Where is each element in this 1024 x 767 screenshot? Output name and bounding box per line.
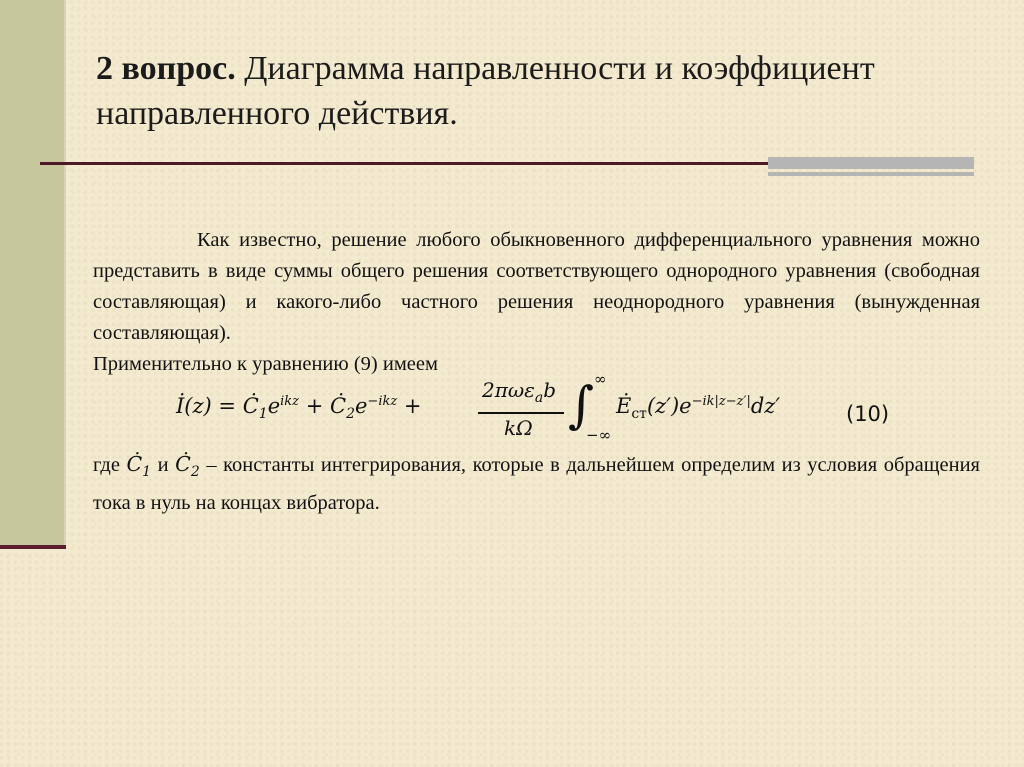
equation-plus2: + [397, 394, 422, 418]
constant-c2-sub: 2 [190, 464, 200, 481]
paragraph-constants-text: – константы интегрирования, которые в дальнейшем определим из условия обращения тока в нуль на концах вибратора. [93, 454, 980, 515]
slide-title [96, 46, 956, 136]
sidebar-bottom-rule [0, 545, 66, 549]
equation-fraction-numerator [482, 378, 556, 406]
integral-upper-limit: ∞ [594, 370, 607, 388]
paragraph-constants [93, 449, 980, 519]
frac-num-main: 2πωε [482, 378, 535, 402]
integral-lower-limit: −∞ [586, 426, 612, 444]
integrand-field-sub: ст [631, 406, 647, 423]
title-question-number: 2 вопрос. [96, 50, 236, 87]
equation-plus1: + [299, 394, 330, 418]
constant-c2: Ċ [175, 452, 191, 476]
paragraph-intro [93, 225, 980, 380]
equation-fraction-bar [478, 412, 564, 414]
title-divider-grey-thin [768, 172, 974, 176]
integral-sign: ∫ [568, 376, 595, 434]
equation-c2: Ċ [329, 394, 347, 418]
integrand-exp-base: e [679, 394, 692, 418]
integrand-exp-sup: −ik|z−z′| [691, 394, 751, 409]
equation-c2-sub: 2 [346, 406, 355, 423]
sidebar-border [64, 0, 66, 548]
paragraph-constants-prefix: где [93, 454, 127, 476]
frac-num-sub: a [534, 390, 544, 406]
equation-exp2-base: e [354, 394, 368, 418]
equation-exp1-sup: ikz [280, 394, 300, 409]
paragraph-intro-last-line: Применительно к уравнению (9) имеем [93, 353, 438, 375]
title-text: Диаграмма направленности и коэффициент направленного действия. [96, 50, 875, 132]
sidebar-accent [0, 0, 64, 548]
equation-fraction-denominator: kΩ [504, 416, 533, 440]
integrand-differential: dz′ [750, 394, 781, 418]
paragraph-intro-text: Как известно, решение любого обыкновенного дифференциального уравнения можно представить в виде суммы общего решения соответствующего однородного уравнения (свободная составляющая) и какого-либо частного решения неоднородного уравнения (вынужденная составляющая). [93, 229, 980, 344]
integrand-arg: (z′) [646, 394, 680, 418]
title-divider-grey [768, 157, 974, 169]
constant-c1-sub: 1 [142, 464, 152, 481]
constant-c1: Ċ [126, 452, 143, 476]
equation-integrand [616, 394, 780, 422]
frac-num-tail: b [543, 378, 557, 402]
equation-c1-sub: 1 [258, 406, 268, 423]
equation-exp1-base: e [267, 394, 281, 418]
integrand-field: Ė [616, 394, 632, 418]
equation-10 [176, 372, 936, 452]
equation-lhs [176, 394, 421, 422]
equation-number: (10) [846, 402, 890, 426]
equation-exp2-sup: −ikz [367, 394, 398, 409]
paragraph-constants-and: и [151, 454, 176, 476]
equation-c1: Ċ [242, 394, 259, 418]
title-divider-dark [40, 162, 770, 165]
equation-lhs-text: İ(z) = [176, 394, 243, 418]
